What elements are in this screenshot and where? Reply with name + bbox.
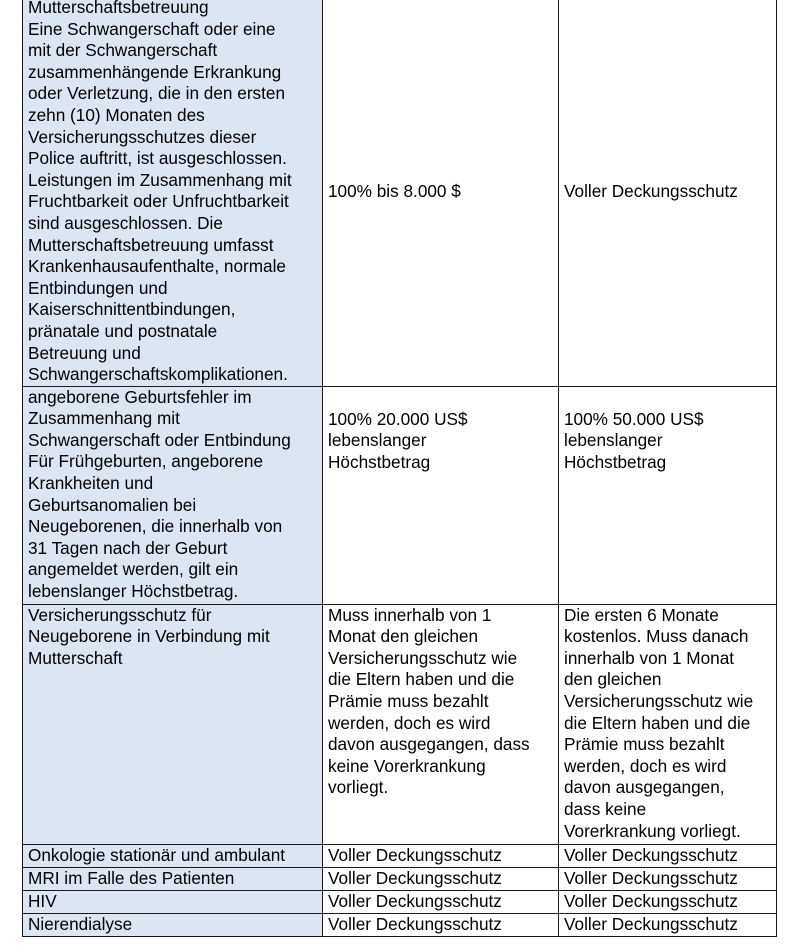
cell-text-line: 100% bis 8.000 $: [328, 180, 461, 201]
cell-text-line: Neugeborenen, die innerhalb von: [28, 516, 283, 537]
plan-b-cell: [559, 867, 777, 890]
cell-text-line: Entbindungen und: [28, 277, 168, 298]
cell-text-line: mit der Schwangerschaft: [28, 40, 218, 61]
cell-text-line: Voller Deckungsschutz: [328, 844, 502, 865]
cell-text-line: Voller Deckungsschutz: [328, 913, 502, 934]
cell-text-line: 100% 50.000 US$: [564, 408, 704, 429]
cell-text-line: lebenslanger Höchstbetrag.: [28, 581, 239, 602]
table-row: [23, 867, 777, 890]
cell-text-line: werden, doch es wird: [564, 755, 727, 776]
cell-text-line: zusammenhängende Erkrankung: [28, 61, 282, 82]
plan-a-cell: [323, 913, 559, 936]
cell-text-line: Höchstbetrag: [564, 451, 667, 472]
cell-text-line: angemeldet werden, gilt ein: [28, 559, 239, 580]
table-row: [23, 604, 777, 844]
table-row: [23, 386, 777, 604]
table-row: [23, 913, 777, 936]
cell-text-line: Für Frühgeburten, angeborene: [28, 451, 264, 472]
cell-text-line: Betreuung und: [28, 342, 141, 363]
cell-text-line: den gleichen: [564, 669, 662, 690]
plan-b-cell: [559, 386, 777, 604]
cell-text-line: Versicherungsschutz für: [28, 604, 212, 625]
cell-text-line: Mutterschaftsbetreuung: [28, 0, 209, 17]
cell-text-line: Mutterschaft: [28, 647, 123, 668]
cell-text-line: MRI im Falle des Patienten: [28, 867, 235, 888]
cell-text-line: Neugeborene in Verbindung mit: [28, 626, 270, 647]
cell-text-line: Eine Schwangerschaft oder eine: [28, 18, 276, 39]
cell-text-line: Geburtsanomalien bei: [28, 494, 197, 515]
cell-text-line: Prämie muss bezahlt: [328, 691, 489, 712]
benefit-cell: [23, 386, 323, 604]
cell-text-line: davon ausgegangen,: [564, 777, 725, 798]
benefit-cell: [23, 0, 323, 386]
cell-text-line: Leistungen im Zusammenhang mit: [28, 169, 292, 190]
table-row: [23, 890, 777, 913]
cell-text-line: die Eltern haben und die: [328, 669, 515, 690]
table-row: [23, 0, 777, 386]
plan-a-cell: [323, 844, 559, 867]
cell-text-line: Versicherungsschutzes dieser: [28, 126, 257, 147]
cell-text-line: keine Vorerkrankung: [328, 755, 486, 776]
plan-b-cell: [559, 844, 777, 867]
table-row: [23, 844, 777, 867]
cell-text-line: Fruchtbarkeit oder Unfruchtbarkeit: [28, 191, 289, 212]
plan-a-cell: [323, 604, 559, 844]
cell-text-line: Voller Deckungsschutz: [564, 844, 738, 865]
cell-text-line: Voller Deckungsschutz: [328, 890, 502, 911]
cell-text-line: Versicherungsschutz wie: [564, 691, 754, 712]
cell-text-line: Nierendialyse: [28, 913, 133, 934]
cell-text-line: Voller Deckungsschutz: [564, 913, 738, 934]
plan-a-cell: [323, 890, 559, 913]
coverage-table: [22, 0, 777, 937]
plan-a-cell: [323, 0, 559, 386]
cell-text-line: innerhalb von 1 Monat: [564, 647, 735, 668]
cell-text-line: HIV: [28, 890, 57, 911]
cell-text-line: Schwangerschaft oder Entbindung: [28, 429, 291, 450]
cell-text-line: vorliegt.: [328, 777, 389, 798]
cell-text-line: Voller Deckungsschutz: [564, 180, 738, 201]
benefit-cell: [23, 844, 323, 867]
cell-text-line: werden, doch es wird: [328, 712, 491, 733]
cell-text-line: Kaiserschnittentbindungen,: [28, 299, 236, 320]
benefit-cell: [23, 867, 323, 890]
cell-text-line: lebenslanger: [328, 430, 427, 451]
plan-a-cell: [323, 386, 559, 604]
cell-text-line: Krankenhausaufenthalte, normale: [28, 256, 286, 277]
cell-text-line: dass keine: [564, 799, 647, 820]
cell-text-line: Krankheiten und: [28, 473, 154, 494]
cell-text-line: 100% 20.000 US$: [328, 408, 468, 429]
plan-a-cell: [323, 867, 559, 890]
cell-text-line: Vorerkrankung vorliegt.: [564, 820, 741, 841]
benefit-cell: [23, 913, 323, 936]
cell-text-line: Monat den gleichen: [328, 626, 479, 647]
cell-text-line: 31 Tagen nach der Geburt: [28, 537, 228, 558]
cell-text-line: Police auftritt, ist ausgeschlossen.: [28, 148, 287, 169]
cell-text-line: Muss innerhalb von 1: [328, 604, 492, 625]
cell-text-line: oder Verletzung, die in den ersten: [28, 83, 286, 104]
plan-b-cell: [559, 913, 777, 936]
cell-text-line: Schwangerschaftskomplikationen.: [28, 364, 288, 385]
cell-text-line: Mutterschaftsbetreuung umfasst: [28, 234, 274, 255]
plan-b-cell: [559, 0, 777, 386]
cell-text-line: Höchstbetrag: [328, 451, 431, 472]
benefit-cell: [23, 890, 323, 913]
cell-text-line: Voller Deckungsschutz: [328, 867, 502, 888]
cell-text-line: pränatale und postnatale: [28, 320, 218, 341]
cell-text-line: lebenslanger: [564, 430, 663, 451]
cell-text-line: sind ausgeschlossen. Die: [28, 212, 223, 233]
cell-text-line: Onkologie stationär und ambulant: [28, 844, 286, 865]
cell-text-line: kostenlos. Muss danach: [564, 626, 749, 647]
cell-text-line: Zusammenhang mit: [28, 408, 180, 429]
cell-text-line: zehn (10) Monaten des: [28, 104, 205, 125]
cell-text-line: Voller Deckungsschutz: [564, 867, 738, 888]
cell-text-line: davon ausgegangen, dass: [328, 734, 530, 755]
cell-text-line: Voller Deckungsschutz: [564, 890, 738, 911]
plan-b-cell: [559, 604, 777, 844]
cell-text-line: Versicherungsschutz wie: [328, 647, 518, 668]
plan-b-cell: [559, 890, 777, 913]
cell-text-line: Die ersten 6 Monate: [564, 604, 719, 625]
cell-text-line: Prämie muss bezahlt: [564, 734, 725, 755]
cell-text-line: die Eltern haben und die: [564, 712, 751, 733]
cell-text-line: angeborene Geburtsfehler im: [28, 386, 252, 407]
benefit-cell: [23, 604, 323, 844]
